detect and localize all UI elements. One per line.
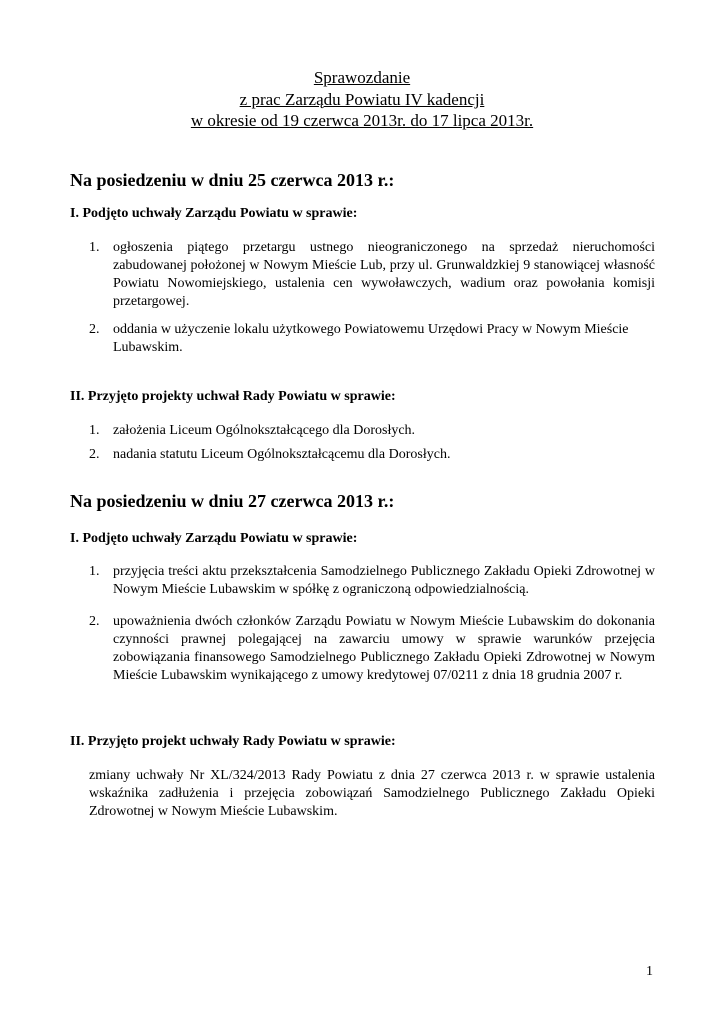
- report-title: Sprawozdanie: [313, 68, 411, 87]
- list-item: [89, 446, 655, 464]
- list-item-number: 1.: [89, 564, 100, 579]
- list-item: [89, 563, 655, 599]
- page-number: 1: [646, 964, 653, 979]
- section-heading: II. Przyjęto projekty uchwał Rady Powiatu w sprawie:: [70, 389, 396, 404]
- list-item-number: 2.: [89, 447, 100, 462]
- section-heading: II. Przyjęto projekt uchwały Rady Powiatu w sprawie:: [70, 734, 396, 749]
- meeting-heading: Na posiedzeniu w dniu 25 czerwca 2013 r.:: [70, 170, 395, 190]
- list-item-text: ogłoszenia piątego przetargu ustnego nieograniczonego na sprzedaż nieruchomości zabudowanej położonej w Nowym Mieście Lub, przy ul. Grunwaldzkiej 9 stanowiącej własność Powiatu Nowomiejskiego, ustalenia cen wywoławczych, wadium oraz powołania komisji przetargowej.: [113, 240, 655, 309]
- list-item-text: oddania w użyczenie lokalu użytkowego Powiatowemu Urzędowi Pracy w Nowym Mieście Lubawskim.: [113, 322, 629, 355]
- list-item: [89, 422, 655, 440]
- section-heading: I. Podjęto uchwały Zarządu Powiatu w sprawie:: [70, 531, 358, 546]
- list-item-number: 2.: [89, 322, 100, 337]
- list-item-text: przyjęcia treści aktu przekształcenia Samodzielnego Publicznego Zakładu Opieki Zdrowotnej w Nowym Mieście Lubawskim w spółkę z ograniczoną odpowiedzialnością.: [113, 564, 655, 597]
- list-item-number: 2.: [89, 614, 100, 629]
- resolution-paragraph: zmiany uchwały Nr XL/324/2013 Rady Powiatu z dnia 27 czerwca 2013 r. w sprawie ustalenia wskaźnika zadłużenia i przejęcia zobowiązań Samodzielnego Publicznego Zakładu Opieki Zdrowotnej w Nowym Mieście Lubawskim.: [89, 768, 655, 819]
- list-item: [89, 321, 655, 357]
- list-item-number: 1.: [89, 423, 100, 438]
- report-subtitle: z prac Zarządu Powiatu IV kadencji: [239, 90, 485, 109]
- list-item-number: 1.: [89, 240, 100, 255]
- list-item-text: upoważnienia dwóch członków Zarządu Powiatu w Nowym Mieście Lubawskim do dokonania czynności prawnej polegającej na zawarciu umowy w sprawie warunków przejęcia zobowiązania finansowego Samodzielnego Publicznego Zakładu Opieki Zdrowotnej w Nowym Mieście Lubawskim wynikającego z umowy kredytowej 07/0211 z dnia 18 grudnia 2007 r.: [113, 614, 655, 683]
- report-period: w okresie od 19 czerwca 2013r. do 17 lipca 2013r.: [190, 111, 534, 130]
- list-item: [89, 613, 655, 685]
- list-item: [89, 239, 655, 311]
- meeting-heading: Na posiedzeniu w dniu 27 czerwca 2013 r.:: [70, 491, 395, 511]
- list-item-text: nadania statutu Liceum Ogólnokształcącemu dla Dorosłych.: [113, 447, 451, 462]
- section-heading: I. Podjęto uchwały Zarządu Powiatu w sprawie:: [70, 206, 358, 221]
- list-item-text: założenia Liceum Ogólnokształcącego dla Dorosłych.: [113, 423, 416, 438]
